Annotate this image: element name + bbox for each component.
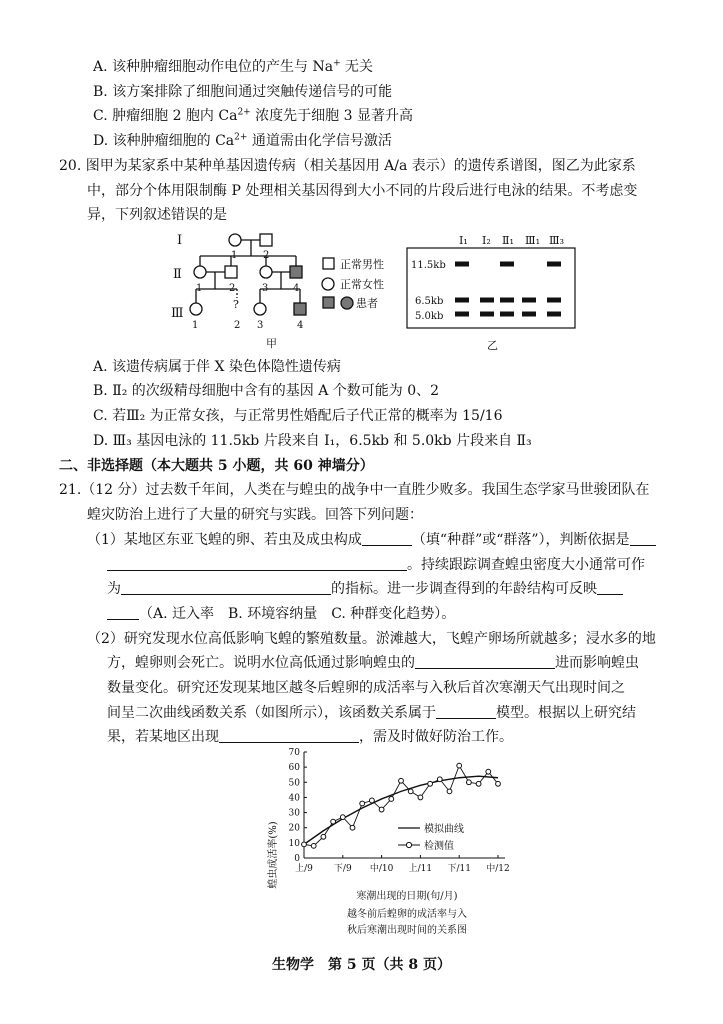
lane-label: Ⅲ₃ xyxy=(549,234,565,247)
y-tick-label: 10 xyxy=(288,838,300,849)
gel-caption: 乙 xyxy=(487,339,498,352)
gel-band xyxy=(522,298,536,303)
y-tick-label: 70 xyxy=(288,748,300,758)
x-tick-label: 上/11 xyxy=(408,864,433,874)
gen-label: Ⅱ xyxy=(173,267,182,282)
gen3-female-3 xyxy=(254,303,266,315)
q21-part2-line1: （2）研究发现水位高低影响飞蝗的繁殖数量。淤滩越大，飞蝗产卵场所就越多；浸水多的地 xyxy=(87,631,656,647)
x-tick-label: 中/10 xyxy=(369,864,394,874)
gen3-female-1 xyxy=(190,303,202,315)
gel-band xyxy=(480,298,494,303)
gel-band xyxy=(522,312,536,317)
x-tick-label: 上/9 xyxy=(295,864,313,874)
q20-option-b: B. Ⅱ₂ 的次级精母细胞中含有的基因 A 个数可能为 0、2 xyxy=(93,383,440,399)
gen2-male-2 xyxy=(225,266,237,278)
legend-male-icon xyxy=(323,258,334,269)
observed-point xyxy=(302,842,307,847)
y-tick-label: 40 xyxy=(288,793,300,804)
observed-point xyxy=(486,769,491,774)
gen3-male-4-patient xyxy=(294,303,306,315)
observed-point xyxy=(340,815,345,820)
lane-label: Ⅲ₁ xyxy=(525,234,541,247)
lane-label: Ⅱ₁ xyxy=(502,234,514,247)
q21-part1-line1: （1）某地区东亚飞蝗的卵、若虫及成虫构成 （填“种群”或“群落”），判断依据是 xyxy=(87,530,656,550)
gel-band xyxy=(500,262,514,267)
q20-option-c: C. 若Ⅲ₂ 为正常女孩，与正常男性婚配后子代正常的概率为 15/16 xyxy=(93,408,503,424)
legend-label: 检测值 xyxy=(424,841,454,852)
gen-label: Ⅲ xyxy=(171,306,184,321)
gen2-male-4-patient xyxy=(290,266,302,278)
legend-circle-icon xyxy=(406,842,411,847)
lane-label: Ⅰ₂ xyxy=(482,234,491,247)
y-axis-label: 蝗虫成活率(%) xyxy=(268,821,279,889)
svg-text:2: 2 xyxy=(263,250,270,261)
observed-point xyxy=(476,781,481,786)
svg-text:4: 4 xyxy=(297,320,304,331)
answer-blank[interactable] xyxy=(436,704,496,719)
svg-text:1: 1 xyxy=(192,320,199,331)
x-tick-label: 中/12 xyxy=(486,864,510,874)
answer-blank[interactable] xyxy=(121,580,331,595)
gen1-female-1 xyxy=(229,234,241,246)
y-tick-label: 50 xyxy=(288,778,300,789)
observed-point xyxy=(311,843,316,848)
svg-text:1: 1 xyxy=(231,250,238,261)
x-tick-label: 下/9 xyxy=(333,864,352,874)
x-axis-label: 寒潮出现的日期(旬/月) xyxy=(356,891,458,902)
answer-blank[interactable] xyxy=(107,556,407,571)
q21-stem-line1: 21.（12 分）过去数千年间，人类在与蝗虫的战争中一直胜少败多。我国生态学家马世骏团队在 xyxy=(59,482,650,498)
svg-text:正常女性: 正常女性 xyxy=(340,278,384,291)
q19-option-a: A. 该种肿瘤细胞动作电位的产生与 Na+ 无关 xyxy=(93,58,374,75)
observed-point xyxy=(457,763,462,768)
band-label: 5.0kb xyxy=(415,311,444,322)
observed-point xyxy=(418,795,423,800)
q20-stem-line3: 异，下列叙述错误的是 xyxy=(87,207,227,223)
gel-band xyxy=(455,298,469,303)
observed-point xyxy=(399,778,404,783)
q19-option-d: D. 该种肿瘤细胞的 $Ca^{2+}$ 通道需由化学信号激活 xyxy=(93,132,392,149)
answer-blank[interactable] xyxy=(597,580,623,595)
q21-part1-line3: 为 的指标。进一步调查得到的年龄结构可反映 xyxy=(107,579,623,599)
answer-blank[interactable] xyxy=(630,531,656,546)
observed-point xyxy=(437,777,442,782)
svg-text:1: 1 xyxy=(196,283,203,294)
gel-band xyxy=(455,312,469,317)
gel-band xyxy=(500,312,514,317)
q19-option-b: B. 该方案排除了细胞间通过突触传递信号的可能 xyxy=(93,84,393,100)
gel-band xyxy=(547,298,561,303)
observed-point xyxy=(467,780,472,785)
q21-part1-line4: （A. 迁入率 B. 环境容纳量 C. 种群变化趋势）。 xyxy=(107,604,455,624)
gel-diagram xyxy=(405,230,585,352)
q20-option-a: A. 该遗传病属于伴 X 染色体隐性遗传病 xyxy=(93,359,341,375)
section-heading: 二、非选择题（本大题共 5 小题，共 60 神墙分） xyxy=(59,458,374,474)
gen2-female-1 xyxy=(194,266,206,278)
svg-text:3: 3 xyxy=(257,320,264,331)
chart-caption-line1: 越冬前后蝗卵的成活率与入 xyxy=(347,909,467,920)
observed-point xyxy=(370,798,375,803)
x-tick-label: 下/11 xyxy=(447,864,471,874)
q20-stem-line2: 中，部分个体用限制酶 P 处理相关基因得到大小不同的片段后进行电泳的结果。不考虑变 xyxy=(87,183,638,199)
unknown-mark: ? xyxy=(233,298,239,311)
gel-band xyxy=(547,262,561,267)
q21-stem-line2: 蝗灾防治上进行了大量的研究与实践。回答下列问题： xyxy=(87,507,423,523)
answer-blank[interactable] xyxy=(362,531,412,546)
q19-option-c: C. 肿瘤细胞 2 胞内 $Ca^{2+}$ 浓度先于细胞 3 显著升高 xyxy=(93,107,413,124)
survival-rate-chart xyxy=(260,745,510,945)
answer-blank[interactable] xyxy=(219,728,359,743)
observed-point xyxy=(496,781,501,786)
svg-text:4: 4 xyxy=(293,283,300,294)
observed-point xyxy=(331,819,336,824)
observed-point xyxy=(389,797,394,802)
q20-stem-line1: 20. 图甲为某家系中某种单基因遗传病（相关基因用 A/a 表示）的遗传系谱图，图乙为此家系 xyxy=(59,158,636,174)
y-tick-label: 60 xyxy=(288,763,300,774)
y-tick-label: 30 xyxy=(288,808,300,819)
gel-band xyxy=(480,312,494,317)
svg-text:2: 2 xyxy=(229,283,236,294)
gel-band xyxy=(547,312,561,317)
lane-label: Ⅰ₁ xyxy=(459,234,468,247)
svg-text:正常男性: 正常男性 xyxy=(340,258,384,271)
pedigree-caption: 甲 xyxy=(266,337,277,350)
q21-part2-line4: 间呈二次曲线函数关系（如图所示），该函数关系属于 模型。根据以上研究结 xyxy=(107,705,636,721)
gen1-male-2 xyxy=(260,234,272,246)
svg-text:患者: 患者 xyxy=(356,297,378,310)
svg-text:2: 2 xyxy=(234,320,241,331)
pedigree-diagram xyxy=(170,228,400,350)
legend-female-icon xyxy=(322,278,334,290)
observed-point xyxy=(360,801,365,806)
chart-caption-line2: 秋后寒潮出现时间的关系图 xyxy=(347,925,467,936)
observed-point xyxy=(408,789,413,794)
q20-option-d: D. Ⅲ₃ 基因电泳的 11.5kb 片段来自 Ⅰ₁，6.5kb 和 5.0kb 片段来自 Ⅱ₃ xyxy=(93,433,532,449)
q21-part2-line3: 数量变化。研究还发现某地区越冬后蝗卵的成活率与入秋后首次寒潮天气出现时间之 xyxy=(107,680,625,696)
page-footer: 生物学 第 5 页（共 8 页） xyxy=(272,957,451,973)
q21-part1-line2: 。持续跟踪调查蝗虫密度大小通常可作 xyxy=(107,555,645,575)
observed-point xyxy=(321,834,326,839)
legend-patient-male-icon xyxy=(323,297,334,308)
gel-band xyxy=(500,298,514,303)
observed-point xyxy=(379,807,384,812)
series-model-curve xyxy=(304,776,498,844)
y-tick-label: 0 xyxy=(294,854,300,864)
q21-part2-line2: 方，蝗卵则会死亡。说明水位高低通过影响蝗虫的 进而影响蝗虫 xyxy=(107,655,639,671)
answer-blank[interactable] xyxy=(107,605,139,620)
q21-part2-line5: 果，若某地区出现 ，需及时做好防治工作。 xyxy=(107,729,513,745)
legend-patient-female-icon xyxy=(341,297,353,309)
gen-label: Ⅰ xyxy=(177,233,183,248)
y-tick-label: 20 xyxy=(288,823,300,834)
observed-point xyxy=(350,825,355,830)
gen2-female-3 xyxy=(260,266,272,278)
svg-text:3: 3 xyxy=(262,283,269,294)
band-label: 6.5kb xyxy=(415,296,444,307)
observed-point xyxy=(428,781,433,786)
observed-point xyxy=(447,789,452,794)
gel-band xyxy=(455,262,469,267)
band-label: 11.5kb xyxy=(411,260,446,271)
legend-label: 模拟曲线 xyxy=(424,824,464,835)
answer-blank[interactable] xyxy=(415,654,555,669)
